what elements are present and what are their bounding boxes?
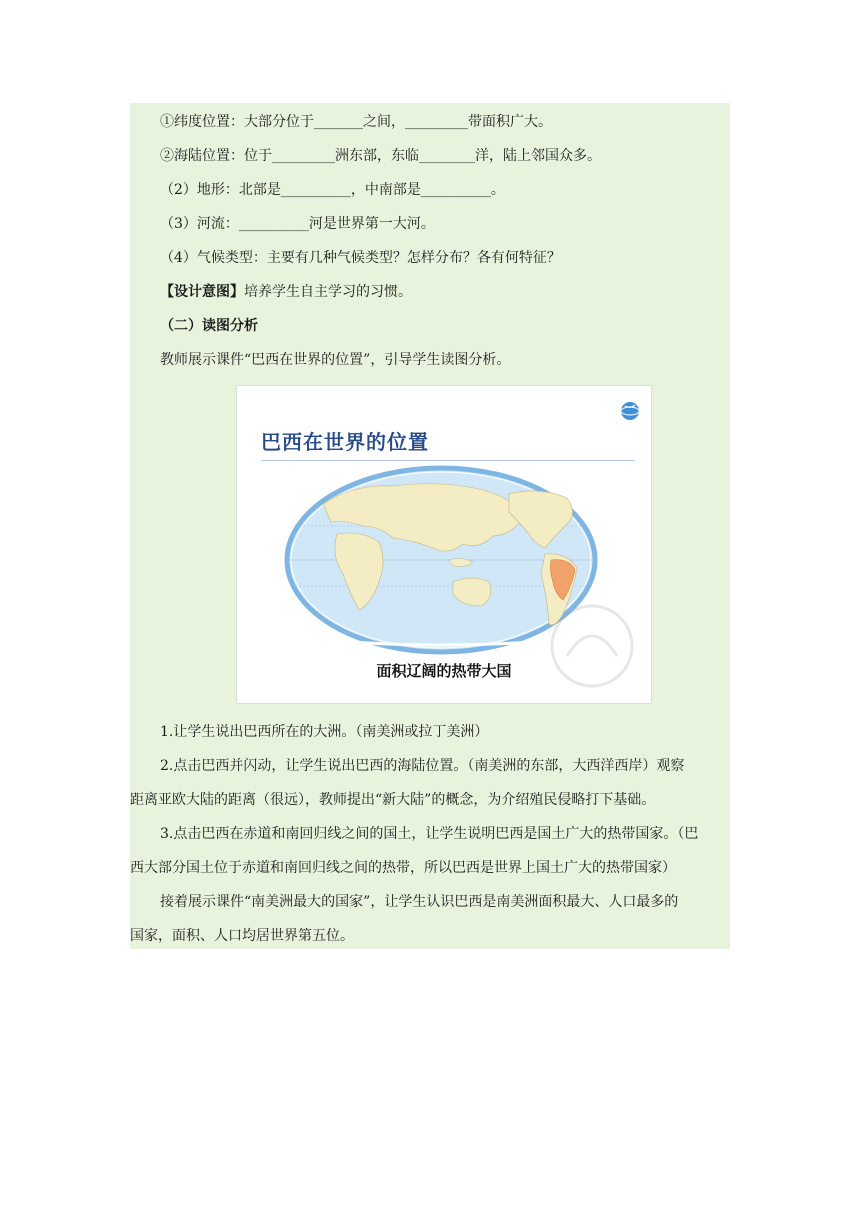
sea-land-position-line: ②海陆位置：位于_________洲东部，东临________洋，陆上邻国众多。 (160, 148, 601, 164)
step-3-line-1: 3.点击巴西在赤道和南回归线之间的国土，让学生说明巴西是国土广大的热带国家。（巴 (160, 826, 699, 842)
design-intent-line (160, 282, 412, 302)
step-2-line-1: 2.点击巴西并闪动，让学生说出巴西的海陆位置。（南美洲的东部，大西洋西岸）观察 (160, 758, 685, 774)
river-line: （3）河流：__________河是世界第一大河。 (160, 216, 435, 232)
figure-caption: 面积辽阔的热带大国 (376, 662, 512, 680)
step-1: 1.让学生说出巴西所在的大洲。（南美洲或拉丁美洲） (160, 724, 489, 740)
design-intent-text: 培养学生自主学习的习惯。 (244, 284, 412, 300)
figure-divider (261, 460, 635, 461)
figure-title: 巴西在世界的位置 (261, 430, 429, 454)
globe-icon (619, 400, 641, 422)
brazil-world-position-figure (236, 385, 652, 704)
decorative-watermark (537, 596, 647, 696)
step-3-line-2: 西大部分国土位于赤道和南回归线之间的热带，所以巴西是世界上国土广大的热带国家） (130, 860, 676, 876)
section-heading-map-reading: （二）读图分析 (160, 318, 258, 334)
step-2-line-2: 距离亚欧大陆的距离（很远），教师提出“新大陆”的概念，为介绍殖民侵略打下基础。 (130, 792, 656, 808)
terrain-line: （2）地形：北部是__________，中南部是__________。 (160, 182, 505, 198)
step-4-line-1: 接着展示课件“南美洲最大的国家”，让学生认识巴西是南美洲面积最大、人口最多的 (160, 894, 679, 910)
step-4-line-2: 国家，面积、人口均居世界第五位。 (130, 928, 354, 944)
latitude-position-line: ①纬度位置：大部分位于_______之间，_________带面积广大。 (160, 114, 552, 130)
design-intent-tag: 【设计意图】 (160, 284, 244, 300)
climate-line: （4）气候类型：主要有几种气候类型？怎样分布？各有何特征？ (160, 250, 561, 266)
intro-paragraph: 教师展示课件“巴西在世界的位置”，引导学生读图分析。 (160, 352, 511, 368)
